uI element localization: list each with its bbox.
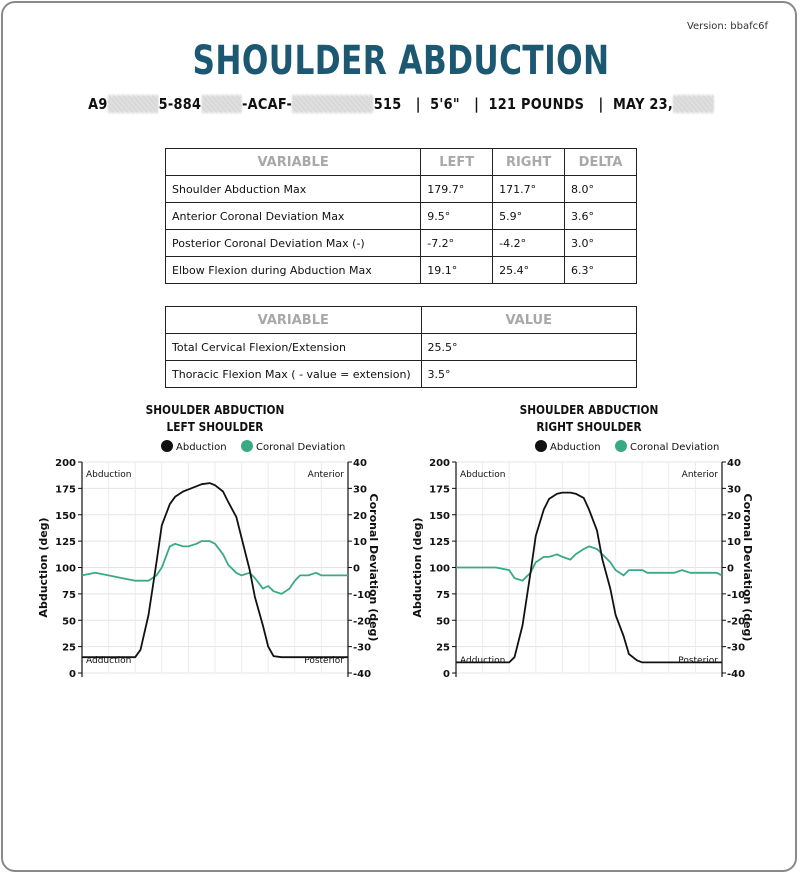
right-tick-label: 10 bbox=[353, 537, 367, 549]
right-axis-title: Coronal Deviation (deg) bbox=[367, 493, 380, 642]
chart-title-line: SHOULDER ABDUCTION bbox=[145, 403, 285, 417]
id-part: 515 bbox=[373, 95, 402, 113]
id-part: A9 bbox=[88, 95, 108, 113]
legend-coronal-label: Coronal Deviation bbox=[630, 442, 720, 453]
redacted-block bbox=[673, 95, 714, 113]
left-tick-label: 100 bbox=[429, 563, 450, 575]
right-tick-label: 10 bbox=[727, 537, 741, 549]
id-part: -ACAF- bbox=[242, 95, 293, 113]
column-header: DELTA bbox=[565, 149, 637, 176]
right-tick-label: 20 bbox=[727, 510, 741, 522]
right-tick-label: -30 bbox=[353, 642, 372, 654]
table-row bbox=[166, 334, 637, 361]
right-tick-label: -20 bbox=[353, 616, 372, 628]
table-row bbox=[166, 230, 637, 257]
left-tick-label: 150 bbox=[55, 510, 76, 522]
spine-table bbox=[165, 306, 637, 388]
corner-label-top-right: Anterior bbox=[307, 470, 344, 480]
metrics-table bbox=[165, 148, 637, 284]
left-tick-label: 50 bbox=[62, 616, 76, 628]
height-value: 5'6" bbox=[430, 95, 460, 113]
redacted-block bbox=[292, 95, 374, 113]
delta-cell: 8.0° bbox=[565, 176, 637, 203]
version-label: Version: bbafc6f bbox=[686, 21, 768, 32]
left-tick-label: 0 bbox=[443, 669, 450, 680]
right-shoulder-chart bbox=[410, 436, 754, 681]
variable-cell: Total Cervical Flexion/Extension bbox=[166, 334, 422, 361]
left-tick-label: 75 bbox=[436, 589, 450, 601]
report-title: SHOULDER ABDUCTION bbox=[192, 38, 610, 84]
table-row bbox=[166, 176, 637, 203]
legend-abduction-marker bbox=[535, 440, 547, 452]
left-chart-title bbox=[127, 402, 303, 436]
right-axis-title: Coronal Deviation (deg) bbox=[741, 493, 754, 642]
legend-abduction-label: Abduction bbox=[550, 442, 601, 453]
corner-label-top-left: Abduction bbox=[460, 470, 506, 480]
left-axis-title: Abduction (deg) bbox=[411, 517, 424, 618]
right-cell: 171.7° bbox=[493, 176, 565, 203]
variable-cell: Elbow Flexion during Abduction Max bbox=[166, 257, 421, 284]
right-tick-label: 40 bbox=[727, 458, 741, 469]
left-tick-label: 0 bbox=[69, 669, 76, 680]
corner-label-bottom-right: Posterior bbox=[678, 656, 718, 666]
value-cell: 3.5° bbox=[421, 361, 636, 388]
corner-label-top-left: Abduction bbox=[86, 470, 132, 480]
redacted-block bbox=[201, 95, 242, 113]
variable-cell: Shoulder Abduction Max bbox=[166, 176, 421, 203]
legend-coronal-label: Coronal Deviation bbox=[256, 442, 346, 453]
corner-label-bottom-left: Adduction bbox=[86, 656, 132, 666]
corner-label-bottom-right: Posterior bbox=[304, 656, 344, 666]
left-cell: 179.7° bbox=[421, 176, 493, 203]
right-tick-label: -30 bbox=[727, 642, 746, 654]
left-axis-title: Abduction (deg) bbox=[37, 517, 50, 618]
chart-title-line: RIGHT SHOULDER bbox=[536, 420, 642, 434]
column-header: VALUE bbox=[421, 307, 636, 334]
delta-cell: 3.6° bbox=[565, 203, 637, 230]
left-tick-label: 200 bbox=[55, 458, 76, 469]
right-cell: 5.9° bbox=[493, 203, 565, 230]
value-cell: 25.5° bbox=[421, 334, 636, 361]
chart-title-line: SHOULDER ABDUCTION bbox=[519, 403, 659, 417]
left-shoulder-chart bbox=[36, 436, 380, 681]
table-header-row bbox=[166, 149, 637, 176]
corner-label-top-right: Anterior bbox=[681, 470, 718, 480]
column-header: LEFT bbox=[421, 149, 493, 176]
right-tick-label: 0 bbox=[353, 563, 360, 575]
date-value: MAY 23, bbox=[612, 95, 674, 113]
redacted-block bbox=[108, 95, 159, 113]
table-row bbox=[166, 361, 637, 388]
right-tick-label: -40 bbox=[727, 669, 746, 680]
column-header: RIGHT bbox=[493, 149, 565, 176]
patient-info-line: A9 5-884 -ACAF- 515 | 5'6" | 121 POUNDS | MAY 23, bbox=[56, 95, 746, 113]
right-tick-label: 20 bbox=[353, 510, 367, 522]
right-chart-title bbox=[501, 402, 677, 436]
variable-cell: Anterior Coronal Deviation Max bbox=[166, 203, 421, 230]
left-cell: -7.2° bbox=[421, 230, 493, 257]
right-tick-label: 40 bbox=[353, 458, 367, 469]
left-tick-label: 175 bbox=[429, 484, 450, 496]
delta-cell: 3.0° bbox=[565, 230, 637, 257]
left-tick-label: 50 bbox=[436, 616, 450, 628]
left-tick-label: 25 bbox=[436, 642, 450, 654]
right-tick-label: -20 bbox=[727, 616, 746, 628]
left-tick-label: 200 bbox=[429, 458, 450, 469]
corner-label-bottom-left: Adduction bbox=[460, 656, 506, 666]
left-cell: 19.1° bbox=[421, 257, 493, 284]
table-row bbox=[166, 203, 637, 230]
right-tick-label: -10 bbox=[727, 589, 746, 601]
legend-abduction-label: Abduction bbox=[176, 442, 227, 453]
chart-title-line: LEFT SHOULDER bbox=[166, 420, 264, 434]
right-tick-label: 30 bbox=[727, 484, 741, 496]
weight-value: 121 POUNDS bbox=[488, 95, 585, 113]
variable-cell: Thoracic Flexion Max ( - value = extension) bbox=[166, 361, 422, 388]
variable-cell: Posterior Coronal Deviation Max (-) bbox=[166, 230, 421, 257]
right-cell: 25.4° bbox=[493, 257, 565, 284]
left-cell: 9.5° bbox=[421, 203, 493, 230]
left-tick-label: 75 bbox=[62, 589, 76, 601]
id-part: 5-884 bbox=[158, 95, 202, 113]
legend-abduction-marker bbox=[161, 440, 173, 452]
delta-cell: 6.3° bbox=[565, 257, 637, 284]
right-cell: -4.2° bbox=[493, 230, 565, 257]
right-tick-label: 0 bbox=[727, 563, 734, 575]
legend-coronal-marker bbox=[241, 440, 253, 452]
left-tick-label: 150 bbox=[429, 510, 450, 522]
right-tick-label: -40 bbox=[353, 669, 372, 680]
column-header: VARIABLE bbox=[166, 149, 421, 176]
left-tick-label: 125 bbox=[55, 537, 76, 549]
left-tick-label: 25 bbox=[62, 642, 76, 654]
table-header-row bbox=[166, 307, 637, 334]
table-row bbox=[166, 257, 637, 284]
left-tick-label: 100 bbox=[55, 563, 76, 575]
left-tick-label: 175 bbox=[55, 484, 76, 496]
left-tick-label: 125 bbox=[429, 537, 450, 549]
right-tick-label: 30 bbox=[353, 484, 367, 496]
right-tick-label: -10 bbox=[353, 589, 372, 601]
legend-coronal-marker bbox=[615, 440, 627, 452]
column-header: VARIABLE bbox=[166, 307, 422, 334]
